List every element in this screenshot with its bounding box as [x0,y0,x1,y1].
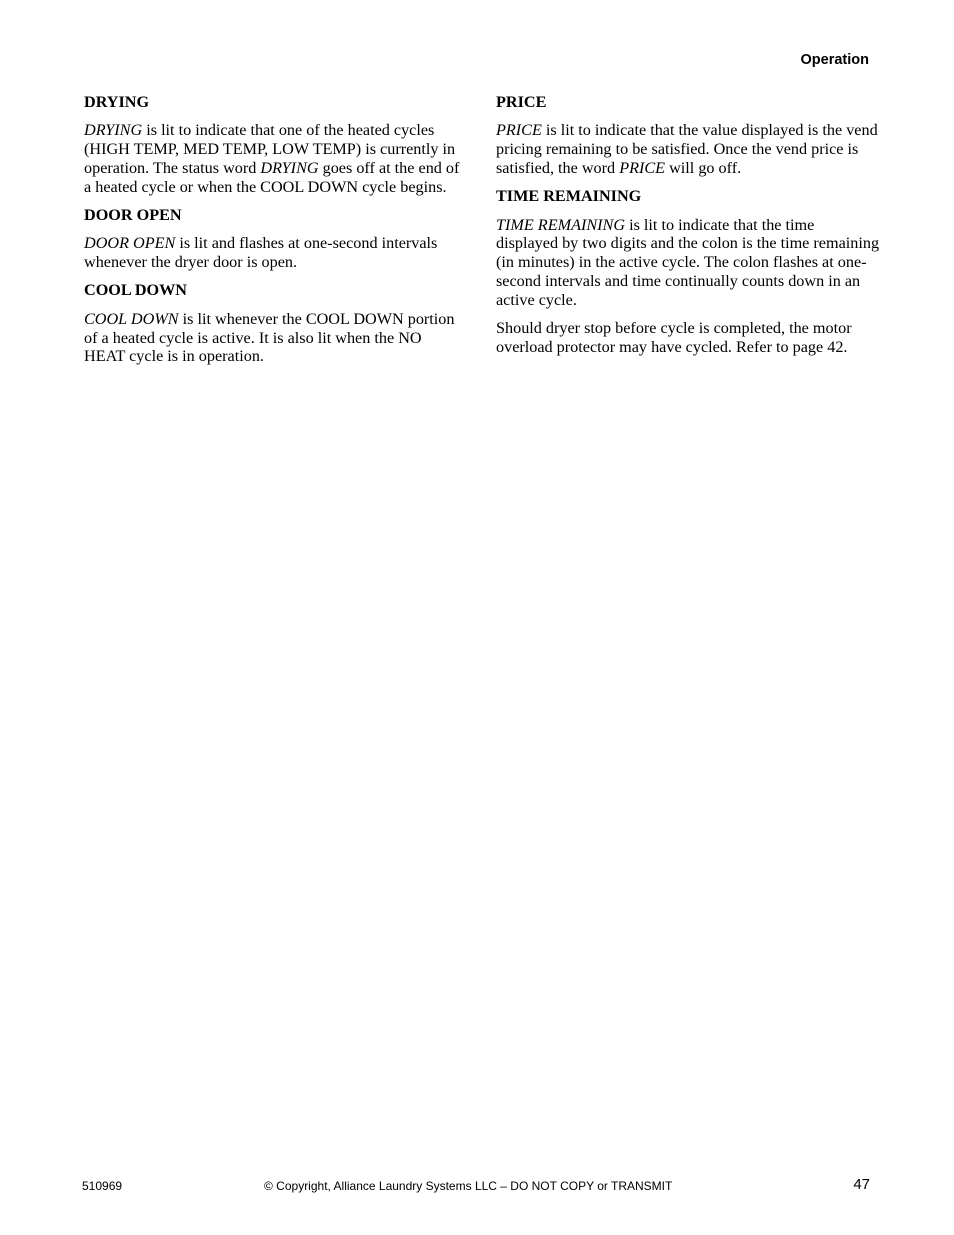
section-drying [84,93,464,197]
section-time-remaining [496,187,880,357]
paragraph [84,234,464,272]
italic-term: DRYING [260,159,319,178]
paragraph [496,216,880,311]
paragraph-text: is lit to indicate that the value displayed is the vend pricing remaining to be satisfied. Once the vend price is satisfied, the word [496,121,878,178]
section-price [496,93,880,178]
paragraph-text: Should dryer stop before cycle is completed, the motor overload protector may have cycled. Refer to page 42. [496,319,852,356]
paragraph [84,121,464,197]
paragraph-text: is lit to indicate that one of the heated cycles (HIGH TEMP, MED TEMP, LOW TEMP) is currently in operation. The status word [84,121,456,178]
section-heading: TIME REMAINING [496,187,642,206]
paragraph-text: goes off at the end of a heated cycle or when the COOL DOWN cycle begins. [84,159,460,197]
right-column [496,93,880,366]
italic-term: TIME REMAINING [496,215,626,234]
italic-term: PRICE [496,121,542,140]
paragraph-text: will go off. [665,159,742,178]
paragraph-text: is lit to indicate that the time displayed by two digits and the colon is the time remaining (in minutes) in the active cycle. The colon flashes at one-second intervals and time continually counts down in an active cycle. [496,215,880,310]
italic-term: DOOR OPEN [84,234,176,253]
italic-term: PRICE [619,159,666,178]
paragraph [496,121,880,178]
paragraph-text: is lit whenever the COOL DOWN portion of a heated cycle is active. It is also lit when the NO HEAT cycle is in operation. [84,309,455,366]
section-door-open [84,206,464,272]
italic-term: COOL DOWN [84,309,179,328]
section-heading: PRICE [496,93,547,111]
left-column [84,93,464,375]
section-heading: DOOR OPEN [84,206,182,225]
document-number: 510969 [82,1179,123,1193]
paragraph [496,319,880,357]
running-head: Operation [800,52,869,68]
section-heading: DRYING [84,93,150,111]
paragraph-text: is lit and flashes at one-second intervals whenever the dryer door is open. [84,234,438,272]
paragraph [84,310,464,367]
italic-term: DRYING [84,121,143,140]
copyright-notice: © Copyright, Alliance Laundry Systems LLC – DO NOT COPY or TRANSMIT [264,1179,673,1193]
section-cool-down [84,281,464,366]
page-number: 47 [853,1176,870,1193]
section-heading: COOL DOWN [84,281,187,300]
page-footer [0,1176,954,1198]
